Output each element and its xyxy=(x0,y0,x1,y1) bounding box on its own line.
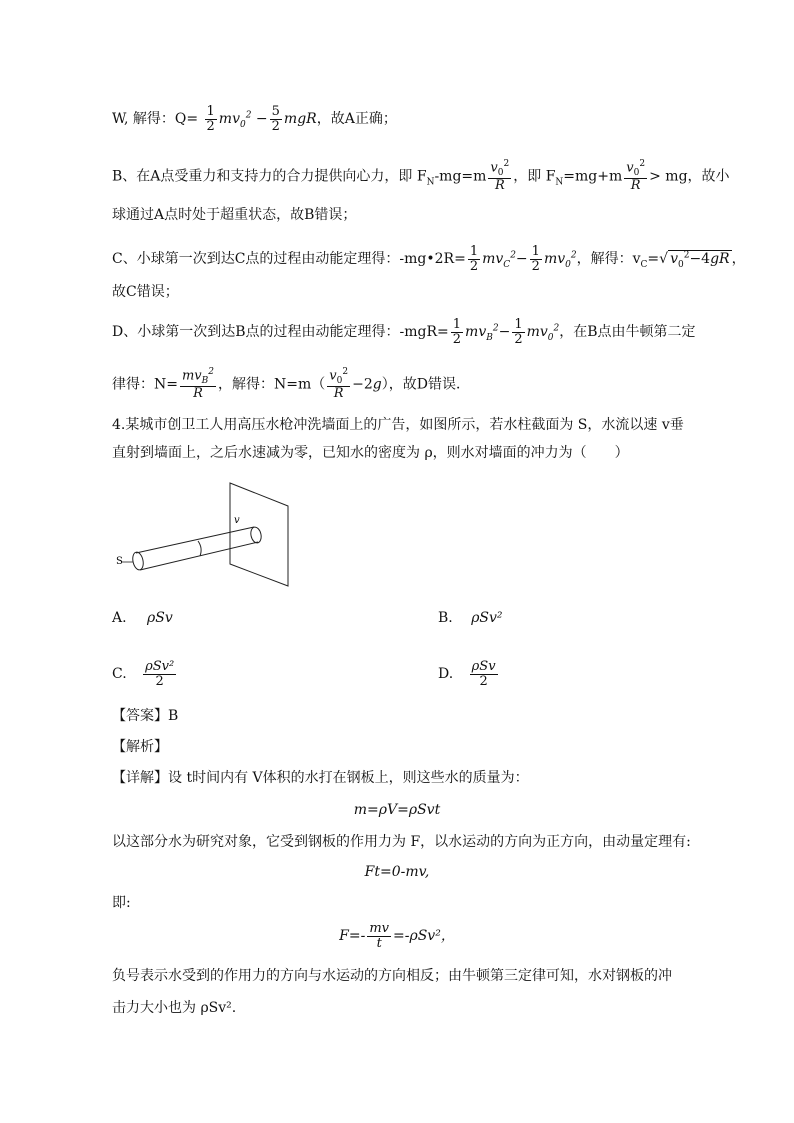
figure-label-s: S xyxy=(116,556,123,567)
analysis-heading: 【解析】 xyxy=(112,739,168,755)
pipe-end-ellipse xyxy=(131,551,145,571)
question-line-1: 4.某城市创卫工人用高压水枪冲洗墙面上的广告，如图所示，若水柱截面为 S，水流以速 v垂 xyxy=(112,417,684,433)
pipe-bottom-edge xyxy=(140,542,258,570)
solution-line-d2: 律得：N= $\frac{mv_B^2}{R}$ ，解得：N=m（ $\frac{v_0^2}{R}$ −2g），故D错误． xyxy=(112,367,470,402)
option-c-label: C. xyxy=(112,666,127,683)
line-c-end: ， xyxy=(731,251,746,268)
line-b-end: ，故小 xyxy=(687,168,730,185)
force-num: mv xyxy=(369,921,390,936)
option-c[interactable] xyxy=(112,660,178,688)
option-d-fraction xyxy=(470,660,498,688)
question-line-2: 直射到墙面上，之后水速减为零，已知水的密度为 ρ，则水对墙面的冲力为（ ） xyxy=(112,445,629,461)
water-jet-figure xyxy=(112,478,302,588)
solution-line-c: C、小球第一次到达C点的过程由动能定理得：-mg•2R= $\frac{1}{2}$ $mv_C^2-$ $\frac{1}{2}$ $mv_0^2$，解得：$v_C=√$ $v_0^2-4gR$ ， xyxy=(112,244,746,274)
fraction-mvb-r: $\frac{mv_B^2}{R}$ xyxy=(181,367,215,402)
line-b-text: B、在A点受重力和支持力的合力提供向心力，即 F xyxy=(112,168,427,185)
solution-line-a: W, 解得：Q= $\frac{1}{2}$ $mv_0^2$ − $\frac{5}{2}$ mgR，故A正确； xyxy=(112,104,397,134)
fraction-v0sq-r-2: $\frac{v_0^2}{R}$ xyxy=(626,159,646,194)
detail-line: 【详解】设 t时间内有 V体积的水打在钢板上，则这些水的质量为： xyxy=(112,770,529,786)
fraction-half-c2: $\frac{1}{2}$ xyxy=(531,244,540,274)
pipe-hit-ellipse xyxy=(249,526,262,544)
momentum-text: 以这部分水为研究对象，它受到钢板的作用力为 F，以水运动的方向为正方向，由动量定理有: xyxy=(112,834,691,850)
option-d-num: ρSv xyxy=(471,659,496,674)
option-c-fraction xyxy=(143,660,176,688)
option-b-value: ρSv² xyxy=(471,610,503,626)
solution-line-c2: 故C错误； xyxy=(112,284,179,300)
line-b-mid: ，即 F xyxy=(513,168,556,185)
line-a-end: ，故A正确； xyxy=(316,111,397,128)
option-b[interactable] xyxy=(438,608,503,628)
fraction-half-d2: $\frac{1}{2}$ xyxy=(514,317,523,347)
equation-force xyxy=(0,922,794,950)
equation-momentum: Ft=0-mv, xyxy=(364,864,430,880)
fraction-half-d1: $\frac{1}{2}$ xyxy=(452,317,462,347)
answer-line: 【答案】B xyxy=(112,708,179,724)
option-c-num: ρSv² xyxy=(145,659,175,674)
solution-line-b2: 球通过A点时处于超重状态，故B错误； xyxy=(112,207,357,223)
conclusion-line-2: 击力大小也为 ρSv². xyxy=(112,1000,237,1016)
option-d[interactable] xyxy=(438,660,500,688)
fraction-v0-r: $\frac{v_0^2}{R}$ xyxy=(329,367,349,402)
option-c-den: 2 xyxy=(155,673,164,689)
wall-shape xyxy=(230,483,288,586)
option-a[interactable] xyxy=(112,608,173,628)
option-a-value: ρSv xyxy=(147,610,173,626)
option-b-label: B. xyxy=(438,610,453,626)
option-d-label: D. xyxy=(438,666,454,683)
force-eq-pre: F=- xyxy=(339,928,366,945)
line-a-text: W, 解得：Q= xyxy=(112,111,199,128)
line-c-mid: ，解得：v xyxy=(576,251,641,268)
line-c-text: C、小球第一次到达C点的过程由动能定理得：-mg•2R= xyxy=(112,251,466,268)
solution-line-b: B、在A点受重力和支持力的合力提供向心力，即 $F_N-mg=m$ $\frac{v_0^2}{R}$ ，即 $F_N=mg+m$ $\frac{v_0^2}{R}$ > mg，故小 xyxy=(112,159,730,194)
line-d2-text: 律得：N= xyxy=(112,376,178,393)
line-d2-end: ），故D错误． xyxy=(381,376,470,393)
line-d-text: D、小球第一次到达B点的过程由动能定理得：-mgR= xyxy=(112,324,449,341)
conclusion-line-1: 负号表示水受到的作用力的方向与水运动的方向相反；由牛顿第三定律可知，水对钢板的冲 xyxy=(112,968,672,984)
force-fraction xyxy=(367,922,391,950)
ji-label: 即: xyxy=(112,895,131,911)
solution-line-d: D、小球第一次到达B点的过程由动能定理得：-mgR= $\frac{1}{2}$ $mv_B^2-$ $\frac{1}{2}$ $mv_0^2$，在B点由牛顿第二定 xyxy=(112,317,696,347)
fraction-v0sq-r: $\frac{v_0^2}{R}$ xyxy=(490,159,510,194)
option-a-label: A. xyxy=(112,610,127,626)
fraction-five-half: $\frac{5}{2}$ xyxy=(271,104,280,134)
fraction-half: $\frac{1}{2}$ xyxy=(206,104,215,134)
force-eq-post: =-ρSv²， xyxy=(393,928,455,945)
option-d-den: 2 xyxy=(479,673,488,689)
pipe-top-edge xyxy=(136,527,254,553)
line-d-end: ，在B点由牛顿第二定 xyxy=(559,324,696,341)
line-d2-mid: ，解得：N=m（ xyxy=(218,376,326,393)
force-den: t xyxy=(376,935,382,951)
fraction-half-c1: $\frac{1}{2}$ xyxy=(469,244,479,274)
cross-section-arc xyxy=(198,541,201,556)
equation-mass: m=ρV=ρSvt xyxy=(353,802,441,818)
figure-label-v: v xyxy=(234,515,240,526)
